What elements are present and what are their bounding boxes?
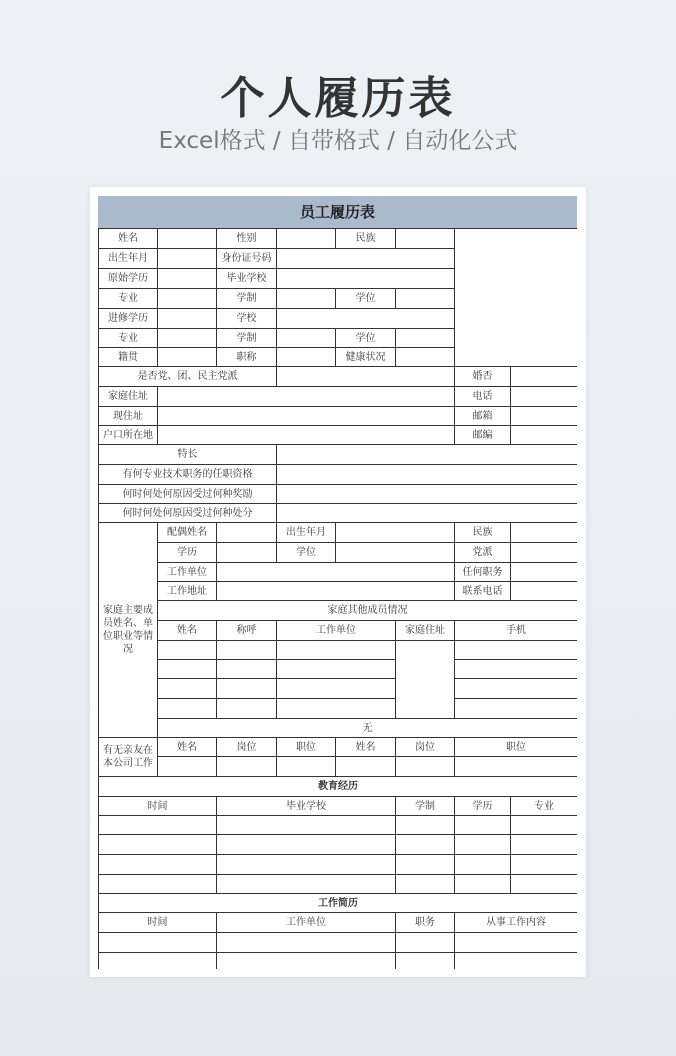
input-cell[interactable] — [395, 228, 455, 249]
input-cell[interactable] — [216, 874, 396, 894]
input-cell[interactable] — [454, 698, 577, 719]
input-cell[interactable] — [510, 834, 577, 855]
label-col-address: 家庭住址 — [395, 620, 455, 641]
input-cell[interactable] — [276, 756, 336, 777]
label-home-address: 家庭住址 — [98, 386, 158, 407]
label-name2: 姓名 — [335, 737, 396, 757]
input-cell[interactable] — [157, 425, 455, 445]
label-ethnicity: 民族 — [335, 228, 396, 249]
input-cell[interactable] — [335, 542, 455, 563]
label-grad-school: 毕业学校 — [216, 268, 277, 289]
input-cell[interactable] — [276, 328, 336, 348]
input-cell[interactable] — [510, 854, 577, 875]
label-job1: 职位 — [276, 737, 336, 757]
input-cell[interactable] — [98, 834, 217, 855]
label-school: 学校 — [216, 308, 277, 329]
label-phone: 电话 — [454, 386, 511, 407]
label-contact-phone: 联系电话 — [454, 581, 511, 601]
label-title: 职称 — [216, 347, 277, 367]
input-cell[interactable] — [157, 659, 217, 679]
label-major: 专业 — [98, 288, 158, 309]
label-col-position: 职务 — [395, 912, 455, 933]
label-col-degree: 学历 — [454, 796, 511, 816]
label-col-time: 时间 — [98, 912, 217, 933]
input-cell[interactable] — [276, 288, 336, 309]
label-work-unit: 工作单位 — [157, 562, 217, 582]
label-post1: 岗位 — [216, 737, 277, 757]
input-cell[interactable] — [216, 932, 396, 953]
label-hukou: 户口所在地 — [98, 425, 158, 445]
input-cell[interactable] — [454, 834, 511, 855]
input-cell[interactable] — [510, 562, 577, 582]
input-cell[interactable] — [276, 503, 577, 523]
input-cell[interactable] — [276, 366, 455, 387]
input-cell[interactable] — [395, 640, 455, 719]
label-col-content: 从事工作内容 — [454, 912, 577, 933]
input-cell[interactable] — [157, 756, 217, 777]
input-cell[interactable] — [276, 484, 577, 504]
input-cell[interactable] — [157, 347, 217, 367]
input-cell[interactable] — [98, 874, 217, 894]
input-cell[interactable] — [454, 815, 511, 835]
input-cell[interactable] — [276, 248, 455, 269]
input-cell[interactable] — [216, 659, 277, 679]
label-health: 健康状况 — [335, 347, 396, 367]
input-cell[interactable] — [395, 328, 455, 348]
label-job2: 职位 — [454, 737, 577, 757]
input-cell[interactable] — [276, 308, 455, 329]
label-mailbox: 邮箱 — [454, 406, 511, 426]
input-cell[interactable] — [395, 756, 455, 777]
banner-title: 个人履历表 — [220, 73, 456, 124]
input-cell[interactable] — [276, 268, 455, 289]
label-col-mobile: 手机 — [454, 620, 577, 641]
label-specialty: 特长 — [98, 444, 277, 465]
label-title: 教育经历 — [98, 776, 577, 797]
label-further-edu: 进修学历 — [98, 308, 158, 329]
input-cell[interactable] — [216, 562, 455, 582]
label-name: 姓名 — [98, 228, 158, 249]
label-postcode: 邮编 — [454, 425, 511, 445]
input-cell[interactable] — [510, 874, 577, 894]
label-col-schooling: 学制 — [395, 796, 455, 816]
input-cell[interactable] — [395, 347, 455, 367]
input-cell[interactable] — [395, 288, 455, 309]
label-col-name: 姓名 — [157, 620, 217, 641]
label-original-edu: 原始学历 — [98, 268, 158, 289]
form-title: 员工履历表 — [98, 196, 577, 228]
input-cell[interactable] — [454, 932, 577, 953]
input-cell[interactable] — [276, 659, 396, 679]
label-education: 学历 — [157, 542, 217, 563]
input-cell[interactable] — [454, 640, 577, 660]
input-cell[interactable] — [157, 698, 217, 719]
input-cell[interactable] — [276, 678, 396, 699]
input-cell[interactable] — [510, 386, 577, 407]
input-cell[interactable] — [395, 952, 455, 969]
label-degree: 学位 — [276, 542, 336, 563]
input-cell[interactable] — [216, 640, 277, 660]
label-col-major: 专业 — [510, 796, 577, 816]
input-cell[interactable] — [276, 228, 336, 249]
input-cell[interactable] — [395, 834, 455, 855]
label-degree: 学位 — [335, 328, 396, 348]
photo-area[interactable] — [454, 228, 577, 367]
input-cell[interactable] — [276, 347, 336, 367]
input-cell[interactable] — [157, 386, 455, 407]
label-col-school: 毕业学校 — [216, 796, 396, 816]
label-party: 是否党、团、民主党派 — [98, 366, 277, 387]
label-native-place: 籍贯 — [98, 347, 158, 367]
input-cell[interactable] — [510, 522, 577, 543]
input-cell[interactable] — [157, 268, 217, 289]
label-ethnicity: 民族 — [454, 522, 511, 543]
input-cell[interactable] — [510, 425, 577, 445]
input-cell[interactable] — [276, 464, 577, 485]
input-cell[interactable] — [276, 444, 577, 465]
input-cell[interactable] — [216, 698, 277, 719]
input-cell[interactable] — [98, 952, 217, 969]
input-cell[interactable] — [454, 756, 577, 777]
input-cell[interactable] — [216, 952, 396, 969]
label-spouse-name: 配偶姓名 — [157, 522, 217, 543]
label-post2: 岗位 — [395, 737, 455, 757]
input-cell[interactable] — [157, 288, 217, 309]
label-work-address: 工作地址 — [157, 581, 217, 601]
input-cell[interactable] — [98, 815, 217, 835]
label-id-number: 身份证号码 — [216, 248, 277, 269]
input-cell[interactable] — [454, 874, 511, 894]
input-cell[interactable] — [216, 678, 277, 699]
input-cell[interactable] — [510, 581, 577, 601]
label-label: 有无亲友在本公司工作 — [98, 737, 158, 777]
input-cell[interactable] — [510, 406, 577, 426]
input-cell[interactable] — [454, 854, 511, 875]
input-cell[interactable] — [395, 874, 455, 894]
input-cell[interactable] — [335, 522, 455, 543]
input-cell[interactable] — [510, 542, 577, 563]
label-position: 任何职务 — [454, 562, 511, 582]
resume-form — [98, 196, 577, 969]
label-birth: 出生年月 — [276, 522, 336, 543]
input-cell[interactable] — [157, 406, 455, 426]
label-col-time: 时间 — [98, 796, 217, 816]
label-col-unit: 工作单位 — [276, 620, 396, 641]
input-cell[interactable] — [454, 678, 577, 699]
banner-subtitle: Excel格式 / 自带格式 / 自动化公式 — [158, 128, 518, 154]
label-label: 家庭主要成员姓名、单位职业等情况 — [98, 522, 158, 738]
label-schooling: 学制 — [216, 328, 277, 348]
input-cell[interactable] — [454, 952, 577, 969]
input-cell[interactable] — [216, 834, 396, 855]
input-cell[interactable] — [216, 854, 396, 875]
input-cell[interactable] — [157, 248, 217, 269]
input-cell[interactable] — [98, 932, 217, 953]
input-cell[interactable] — [276, 640, 396, 660]
label-title: 工作简历 — [98, 893, 577, 913]
input-cell[interactable] — [216, 756, 277, 777]
input-cell[interactable] — [157, 678, 217, 699]
label-birth: 出生年月 — [98, 248, 158, 269]
input-cell[interactable] — [157, 328, 217, 348]
label-col-unit: 工作单位 — [216, 912, 396, 933]
label-punishments: 何时何处何原因受过何种处分 — [98, 503, 277, 523]
label-rewards: 何时何处何原因受过何种奖励 — [98, 484, 277, 504]
input-cell[interactable] — [510, 815, 577, 835]
input-cell[interactable] — [216, 815, 396, 835]
input-cell[interactable] — [454, 659, 577, 679]
input-cell[interactable] — [216, 581, 455, 601]
input-cell[interactable] — [276, 698, 396, 719]
label-current-address: 现住址 — [98, 406, 158, 426]
input-cell[interactable] — [157, 308, 217, 329]
input-cell[interactable] — [98, 854, 217, 875]
input-cell[interactable] — [395, 815, 455, 835]
input-cell[interactable] — [216, 522, 277, 543]
input-cell[interactable] — [395, 932, 455, 953]
input-cell[interactable] — [395, 854, 455, 875]
label-major: 专业 — [98, 328, 158, 348]
label-gender: 性别 — [216, 228, 277, 249]
label-schooling: 学制 — [216, 288, 277, 309]
input-cell[interactable] — [335, 756, 396, 777]
label-marital: 婚否 — [454, 366, 511, 387]
label-col-relation: 称呼 — [216, 620, 277, 641]
input-cell[interactable] — [157, 228, 217, 249]
label-degree: 学位 — [335, 288, 396, 309]
input-cell[interactable] — [216, 542, 277, 563]
label-qualification: 有何专业技术职务的任职资格 — [98, 464, 277, 485]
label-name1: 姓名 — [157, 737, 217, 757]
form-grid — [98, 228, 577, 969]
input-cell[interactable] — [157, 640, 217, 660]
input-cell[interactable] — [510, 366, 577, 387]
label-others-title: 家庭其他成员情况 — [157, 600, 577, 621]
label-party: 党派 — [454, 542, 511, 563]
label-none: 无 — [157, 718, 577, 738]
